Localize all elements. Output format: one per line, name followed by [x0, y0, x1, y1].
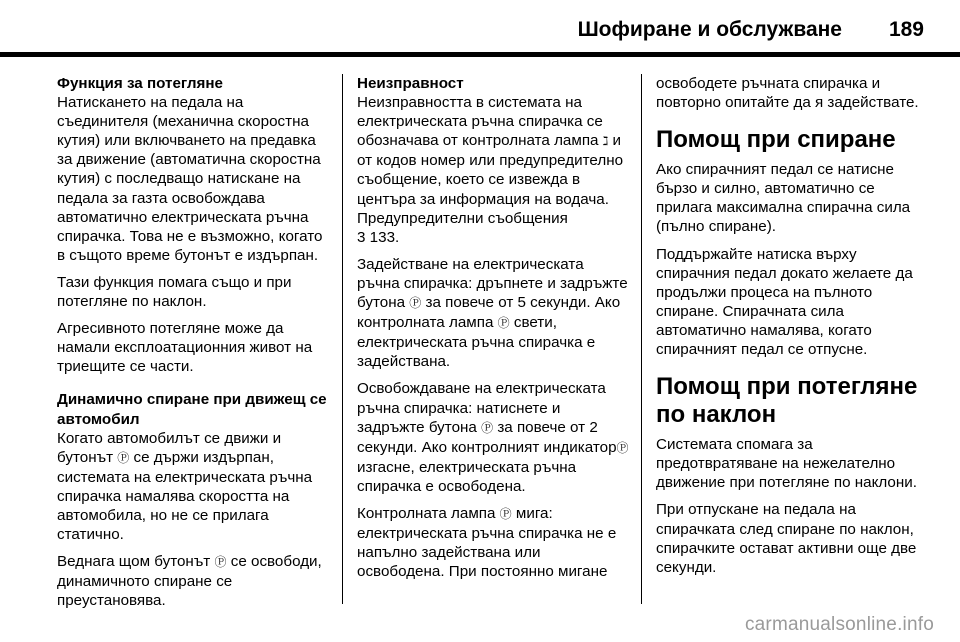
paragraph: Когато автомобилът се движи и бутонът Ⓟ се държи издърпан, системата на електрическата ръчна спирачка намалява скоростта на автомобила, но не се прилага статично.	[57, 429, 313, 544]
parking-brake-icon: Ⓟ	[616, 440, 629, 455]
paragraph: Ако спирачният педал се натисне бързо и силно, автоматично се прилага максимална спирачна сила (пълно спиране).	[656, 161, 911, 236]
section-title: Помощ при потегляне по наклон	[656, 373, 918, 429]
paragraph: Поддържайте натиска върху спирачния педал докато желаете да продължи процеса на пълното спиране. Спирачната сила автоматично намалява, когато спирачният педал се отпусне.	[656, 245, 913, 359]
parking-brake-icon: Ⓟ	[481, 420, 494, 435]
paragraph: Натискането на педала на съединителя (механична скоростна кутия) или включването на предавка за движение (автоматична скоростна кутия) с последващо натискане на педала за газта освобождава автоматично електрическата ръчна спирачка. Това не е възможно, когато в същото време бутонът е издърпан.	[57, 94, 323, 264]
paragraph: Неизправността в системата на електрическата ръчна спирачка се обозначава от контролната лампа ℷ и от кодов номер или предупредително съобщение, което се извежда в центъра за информация на водача. Предупредителни съобщения 3 133.	[357, 94, 624, 246]
paragraph: При отпускане на педала на спирачката след спиране по наклон, спирачките остават активни още две секунди.	[656, 501, 917, 576]
reference-arrow-icon: 3	[357, 228, 366, 246]
parking-brake-icon: Ⓟ	[214, 555, 227, 570]
paragraph: Веднага щом бутонът Ⓟ се освободи, динамичното спиране се преустановява.	[57, 553, 322, 610]
section-title: Помощ при спиране	[656, 126, 896, 154]
paragraph: Агресивното потегляне може да намали експлоатационния живот на триещите се части.	[57, 320, 313, 376]
watermark: carmanualsonline.info	[744, 614, 934, 635]
parking-brake-icon: Ⓟ	[497, 316, 510, 331]
column-divider	[641, 74, 642, 604]
column-divider	[342, 74, 343, 604]
paragraph: Тази функция помага също и при потегляне по наклон.	[57, 273, 292, 311]
parking-brake-icon: Ⓟ	[499, 506, 512, 521]
section-heading: Функция за потегляне	[57, 75, 223, 92]
column-1	[57, 74, 333, 618]
paragraph: освободете ръчната спирачка и повторно опитайте да я задействате.	[656, 75, 919, 112]
cross-reference-link[interactable]: Предупредителни съобщения	[357, 209, 568, 227]
header-rule	[0, 52, 960, 57]
page-number: 189	[888, 18, 924, 41]
section-heading: Динамично спиране при движещ се автомобил	[57, 391, 327, 428]
section-heading: Неизправност	[357, 75, 464, 92]
paragraph: Задействане на електрическата ръчна спирачка: дръпнете и задръжте бутона Ⓟ за повече от 5 секунди. Ако контролната лампа Ⓟ свети, електрическата ръчна спирачка е задействана.	[357, 255, 628, 371]
header-title: Шофиране и обслужване	[577, 18, 842, 41]
parking-brake-icon: Ⓟ	[117, 450, 130, 465]
page-header	[0, 0, 960, 56]
column-3	[656, 74, 928, 585]
paragraph: Контролната лампа Ⓟ мига: електрическата ръчна спирачка не е напълно задействана или освободена. При постоянно мигане	[357, 504, 617, 581]
parking-brake-icon: Ⓟ	[409, 296, 422, 311]
column-2	[357, 74, 629, 589]
warning-lamp-icon: ℷ	[602, 134, 609, 149]
paragraph: Системата спомага за предотвратяване на нежелателно движение при потегляне по наклони.	[656, 436, 917, 492]
paragraph: Освобождаване на електрическата ръчна спирачка: натиснете и задръжте бутона Ⓟ за повече от 2 секунди. Ако контролният индикаторⓅ изгасне, електрическата ръчна спирачка е освободена.	[357, 380, 629, 495]
